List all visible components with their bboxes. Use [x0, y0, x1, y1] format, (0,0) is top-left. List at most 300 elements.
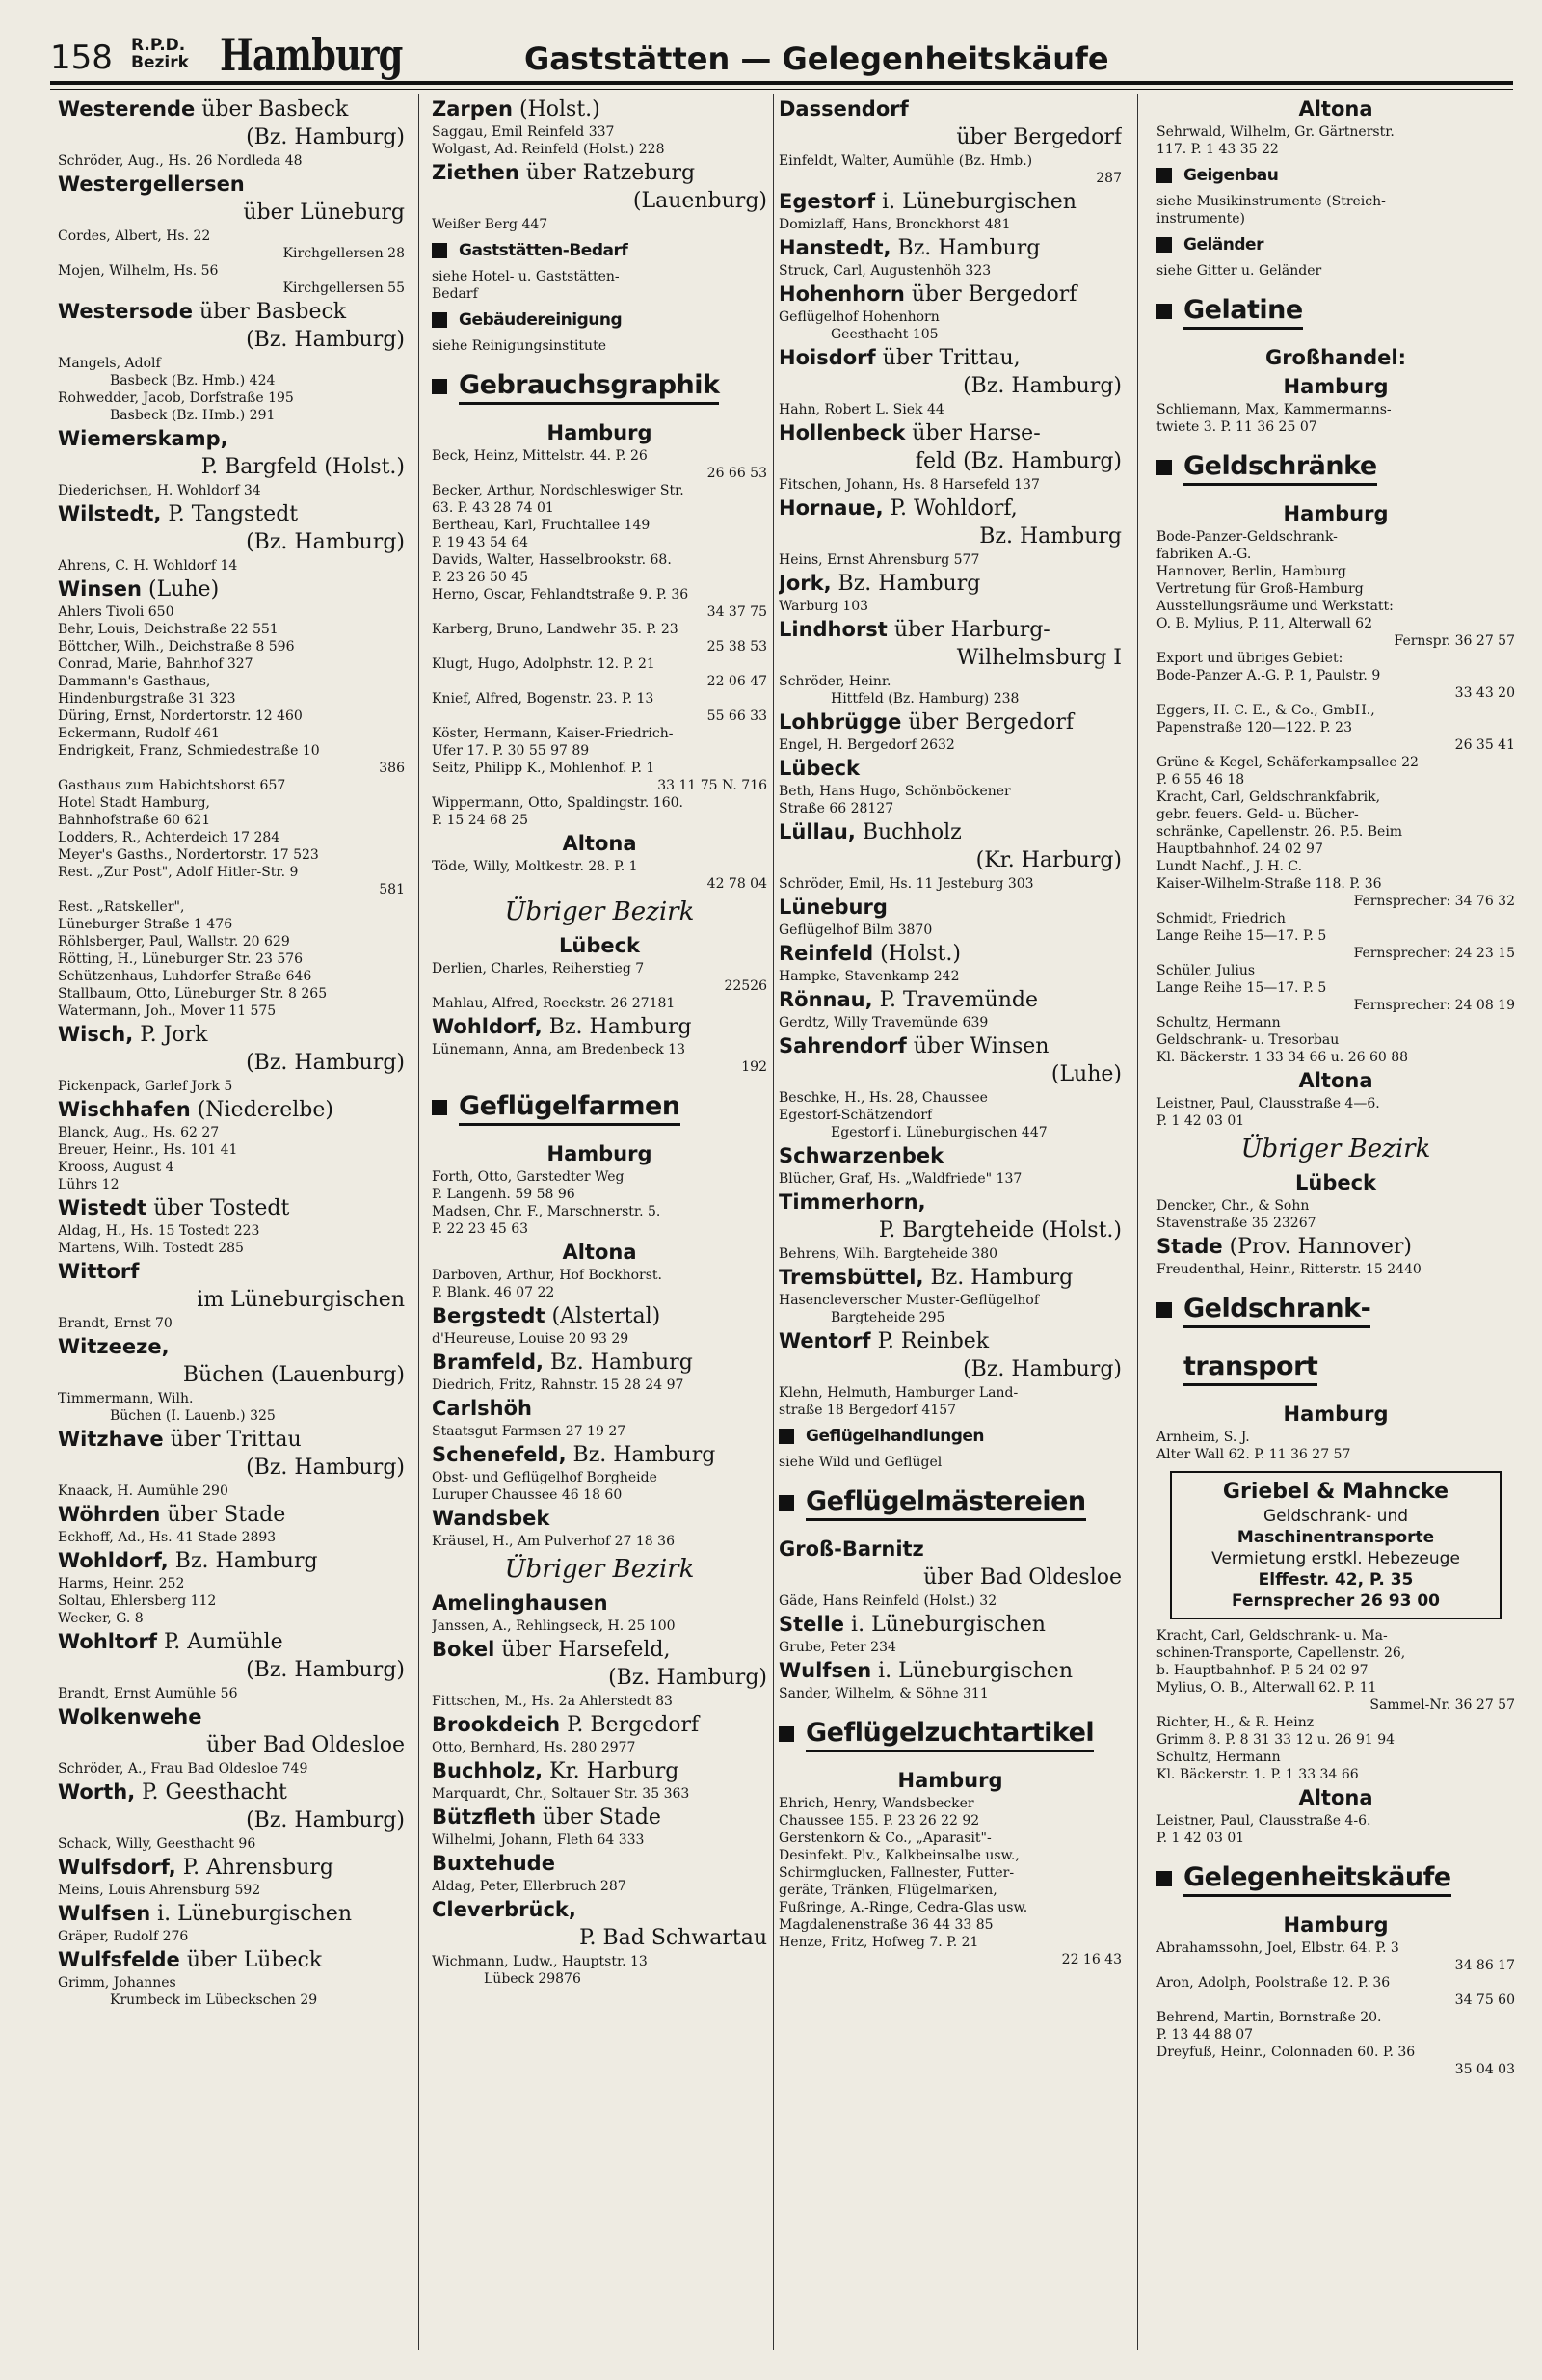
- column-divider: [418, 94, 419, 2350]
- listing-line: Eckermann, Rudolf 461: [58, 726, 220, 741]
- place-qualifier: P. Tangstedt: [168, 502, 299, 526]
- place-heading-continued: [58, 199, 405, 227]
- listing-line: d'Heureuse, Louise 20 93 29: [432, 1331, 629, 1347]
- listing-line: schränke, Capellenstr. 26. P.5. Beim: [1156, 824, 1403, 840]
- section-heading: [779, 1708, 1122, 1760]
- district-label-bottom: Bezirk: [131, 53, 189, 72]
- place-qualifier: über Bad Oldesloe: [206, 1733, 405, 1757]
- place-heading: [432, 1012, 767, 1041]
- listing-line: P. 23 26 50 45: [432, 570, 529, 585]
- place-qualifier: i. Lüneburgischen: [882, 190, 1077, 214]
- listing-line: Derlien, Charles, Reiherstieg 7: [432, 961, 645, 976]
- place-heading: [58, 1899, 405, 1928]
- listing-line: Beth, Hans Hugo, Schönböckener: [779, 784, 1011, 799]
- place-heading: [432, 1756, 767, 1785]
- place-heading-continued: [779, 372, 1122, 401]
- listing-line: 117. P. 1 43 35 22: [1156, 142, 1279, 157]
- listing-line: geräte, Tränken, Flügelmarken,: [779, 1883, 997, 1898]
- place-heading: [432, 1301, 767, 1330]
- place-name: Hanstedt,: [779, 236, 891, 259]
- place-name: Groß-Barnitz: [779, 1538, 924, 1561]
- place-qualifier: P. Ahrensburg: [182, 1856, 333, 1880]
- bullet-square-icon: [432, 312, 447, 328]
- place-name: Wohldorf,: [432, 1015, 543, 1038]
- section-title: Geflügelfarmen: [459, 1090, 680, 1126]
- listing-line: Fitschen, Johann, Hs. 8 Harsefeld 137: [779, 477, 1040, 493]
- listing-line: Meyer's Gasths., Nordertorstr. 17 523: [58, 847, 319, 863]
- listing-line: Lüneburger Straße 1 476: [58, 917, 233, 932]
- column-3: [779, 94, 1122, 2379]
- listing-line: Seitz, Philipp K., Mohlenhof. P. 1: [432, 761, 655, 776]
- listing-number: Fernsprecher: 34 76 32: [1353, 894, 1515, 909]
- place-name: Wulfsfelde: [58, 1948, 180, 1971]
- place-name: Brookdeich: [432, 1713, 561, 1736]
- section-heading: [432, 1082, 767, 1134]
- place-heading: [779, 1141, 1122, 1170]
- place-heading: [779, 1188, 1122, 1217]
- listing-line: Lünemann, Anna, am Bredenbeck 13: [432, 1042, 685, 1057]
- place-name: Buxtehude: [432, 1852, 555, 1875]
- place-heading-continued: [58, 1286, 405, 1315]
- place-qualifier: über Ratzeburg: [525, 161, 696, 185]
- listing-line: Karberg, Bruno, Landwehr 35. P. 23: [432, 622, 678, 637]
- place-name: Wilstedt,: [58, 502, 162, 525]
- listing-line: Geesthacht 105: [831, 327, 939, 342]
- listing-line: Eckhoff, Ad., Hs. 41 Stade 2893: [58, 1530, 277, 1545]
- listing-line: Papenstraße 120—122. P. 23: [1156, 720, 1352, 735]
- place-name: Timmerhorn,: [779, 1190, 926, 1214]
- place-heading: [58, 1945, 405, 1974]
- listing-line: Pickenpack, Garlef Jork 5: [58, 1079, 233, 1094]
- section-title: Gelatine: [1183, 294, 1303, 330]
- listing-line: Fittschen, M., Hs. 2a Ahlerstedt 83: [432, 1694, 673, 1709]
- listing-line: Ehrich, Henry, Wandsbecker: [779, 1796, 974, 1811]
- place-name: Bokel: [432, 1638, 495, 1661]
- listing-line: Breuer, Heinr., Hs. 101 41: [58, 1142, 238, 1158]
- listing-line: Davids, Walter, Hasselbrookstr. 68.: [432, 552, 672, 568]
- place-name: Westersode: [58, 300, 193, 323]
- listing-line: Dencker, Chr., & Sohn: [1156, 1198, 1310, 1214]
- listing-line: Lundt Nachf., J. H. C.: [1156, 859, 1303, 874]
- listing-number: 34 86 17: [1454, 1958, 1515, 1973]
- listing-line: Lührs 12: [58, 1177, 120, 1192]
- place-heading: [432, 1895, 767, 1924]
- listing-line: Basbeck (Bz. Hmb.) 291: [110, 408, 276, 423]
- listing-line: Hahn, Robert L. Siek 44: [779, 402, 944, 417]
- listing-line: Leistner, Paul, Clausstraße 4-6.: [1156, 1813, 1371, 1829]
- place-name: Lohbrügge: [779, 710, 902, 734]
- listing-line: Schröder, Emil, Hs. 11 Jesteburg 303: [779, 876, 1034, 892]
- listing-line: Blücher, Graf, Hs. „Waldfriede" 137: [779, 1171, 1023, 1187]
- district-label: [131, 37, 189, 71]
- listing-line: Klugt, Hugo, Adolphstr. 12. P. 21: [432, 656, 655, 672]
- place-name: Carlshöh: [432, 1397, 532, 1420]
- listing-line: Cordes, Albert, Hs. 22: [58, 228, 211, 244]
- place-qualifier: (Bz. Hamburg): [246, 1808, 405, 1832]
- place-qualifier: über Harsefeld,: [501, 1638, 671, 1662]
- place-qualifier: über Harburg-: [893, 618, 1050, 642]
- listing-number: 33 43 20: [1454, 685, 1515, 701]
- listing-line: Gasthaus zum Habichtshorst 657: [58, 778, 286, 793]
- listing-line: Klehn, Helmuth, Hamburger Land-: [779, 1385, 1019, 1401]
- city-heading: Lübeck: [558, 934, 641, 957]
- place-qualifier: über Harse-: [912, 421, 1041, 445]
- listing-line: Grimm 8. P. 8 31 33 12 u. 26 91 94: [1156, 1732, 1396, 1748]
- listing-line: Timmermann, Wilh.: [58, 1391, 194, 1406]
- section-heading: [432, 361, 767, 413]
- listing-line: Bertheau, Karl, Fruchtallee 149: [432, 518, 651, 533]
- place-heading-continued: [779, 846, 1122, 875]
- listing-number: Fernsprecher: 24 23 15: [1353, 946, 1515, 961]
- listing-number: Kirchgellersen 28: [282, 246, 405, 261]
- place-qualifier: über Stade: [543, 1805, 661, 1830]
- district-label-top: R.P.D.: [131, 36, 186, 55]
- listing-line: Böttcher, Wilh., Deichstraße 8 596: [58, 639, 295, 655]
- place-name: Bützfleth: [432, 1805, 537, 1829]
- listing-line: Dammann's Gasthaus,: [58, 674, 211, 689]
- city-heading: Lübeck: [1294, 1171, 1377, 1194]
- listing-line: siehe Reinigungsinstitute: [432, 338, 606, 354]
- section-heading: [779, 1477, 1122, 1529]
- place-name: Westerende: [58, 97, 196, 120]
- place-heading: [58, 1020, 405, 1049]
- place-qualifier: über Stade: [167, 1503, 286, 1527]
- place-qualifier: Büchen (Lauenburg): [182, 1363, 405, 1387]
- place-name: Bramfeld,: [432, 1350, 545, 1374]
- listing-line: Lange Reihe 15—17. P. 5: [1156, 928, 1327, 944]
- listing-number: Fernspr. 36 27 57: [1394, 633, 1515, 649]
- listing-line: Lodders, R., Achterdeich 17 284: [58, 830, 280, 845]
- listing-line: Hauptbahnhof. 24 02 97: [1156, 842, 1323, 857]
- city-heading: Altona: [1298, 97, 1373, 120]
- listing-line: Schröder, Heinr.: [779, 674, 891, 689]
- listing-line: siehe Wild und Geflügel: [779, 1455, 943, 1470]
- listing-line: Ufer 17. P. 30 55 97 89: [432, 743, 590, 759]
- listing-line: instrumente): [1156, 211, 1245, 227]
- listing-line: Rohwedder, Jacob, Dorfstraße 195: [58, 390, 294, 406]
- place-name: Amelinghausen: [432, 1591, 608, 1615]
- place-qualifier: P. Jork: [140, 1023, 208, 1047]
- place-qualifier: (Holst.): [880, 942, 961, 966]
- place-heading-continued: [58, 453, 405, 482]
- listing-line: Magdalenenstraße 36 44 33 85: [779, 1917, 994, 1933]
- listing-line: Eggers, H. C. E., & Co., GmbH.,: [1156, 703, 1375, 718]
- listing-line: Brandt, Ernst 70: [58, 1316, 173, 1331]
- place-qualifier: über Bergedorf: [911, 282, 1077, 307]
- place-name: Wohldorf,: [58, 1549, 169, 1572]
- section-title: Geigenbau: [1183, 166, 1279, 185]
- place-qualifier: (Holst.): [518, 97, 600, 121]
- place-heading-continued: [779, 447, 1122, 476]
- listing-line: Krumbeck im Lübeckschen 29: [110, 1992, 318, 2008]
- city-heading: Hamburg: [1283, 375, 1389, 398]
- place-heading: [58, 1500, 405, 1529]
- place-name: Wohltorf: [58, 1630, 157, 1653]
- section-title: Geländer: [1183, 235, 1263, 254]
- place-qualifier: Bz. Hamburg: [550, 1350, 693, 1375]
- city-heading: Hamburg: [546, 1142, 652, 1165]
- place-qualifier: P. Aumühle: [163, 1630, 283, 1654]
- listing-line: Rest. „Ratskeller",: [58, 899, 185, 915]
- listing-line: P. 22 23 45 63: [432, 1221, 529, 1237]
- place-heading: [432, 1635, 767, 1664]
- place-heading: [779, 754, 1122, 783]
- section-heading: [1156, 441, 1515, 494]
- place-heading: [58, 1627, 405, 1656]
- listing-line: Schack, Willy, Geesthacht 96: [58, 1836, 256, 1852]
- listing-line: siehe Musikinstrumente (Streich-: [1156, 194, 1386, 209]
- place-heading: [432, 1504, 767, 1533]
- place-heading: [779, 187, 1122, 216]
- ad-address: Elffestr. 42, P. 35: [1258, 1570, 1414, 1590]
- listing-line: Schröder, Aug., Hs. 26 Nordleda 48: [58, 153, 303, 169]
- place-heading: [779, 1610, 1122, 1639]
- place-name: Sahrendorf: [779, 1034, 907, 1057]
- place-name: Worth,: [58, 1780, 136, 1804]
- place-name: Lübeck: [779, 757, 861, 780]
- place-heading: [432, 1589, 767, 1618]
- listing-number: 22 06 47: [706, 674, 767, 689]
- listing-line: Schliemann, Max, Kammermanns-: [1156, 402, 1392, 417]
- place-heading-continued: [58, 1049, 405, 1078]
- subsection-heading: [1156, 162, 1515, 189]
- listing-line: Töde, Willy, Moltkestr. 28. P. 1: [432, 859, 638, 874]
- place-heading: [779, 939, 1122, 968]
- column-4: [1156, 94, 1515, 2379]
- place-heading: [58, 1257, 405, 1286]
- place-heading: [432, 158, 767, 187]
- listing-line: Wecker, G. 8: [58, 1611, 144, 1626]
- section-title: Gebäudereinigung: [459, 310, 623, 330]
- place-name: Tremsbüttel,: [779, 1266, 924, 1289]
- listing-line: Grube, Peter 234: [779, 1640, 896, 1655]
- listing-line: straße 18 Bergedorf 4157: [779, 1403, 957, 1418]
- bullet-square-icon: [432, 1100, 447, 1115]
- listing-line: Soltau, Ehlersberg 112: [58, 1593, 217, 1609]
- listing-line: Lange Reihe 15—17. P. 5: [1156, 980, 1327, 996]
- listing-line: Hindenburgstraße 31 323: [58, 691, 236, 707]
- section-heading: [1156, 285, 1515, 337]
- listing-line: Egestorf i. Lüneburgischen 447: [831, 1125, 1048, 1140]
- place-heading-continued: [432, 187, 767, 216]
- place-heading: [779, 817, 1122, 846]
- listing-number: 22526: [724, 978, 767, 994]
- bullet-square-icon: [1156, 168, 1172, 183]
- section-title: Geldschränke: [1183, 450, 1377, 486]
- city-heading: Altona: [562, 832, 637, 855]
- region-heading: Übriger Bezirk: [1240, 1135, 1431, 1163]
- region-heading: Übriger Bezirk: [504, 897, 695, 926]
- listing-line: Knief, Alfred, Bogenstr. 23. P. 13: [432, 691, 654, 707]
- listing-line: b. Hauptbahnhof. P. 5 24 02 97: [1156, 1663, 1369, 1678]
- listing-line: Desinfekt. Plv., Kalkbeinsalbe usw.,: [779, 1848, 1020, 1863]
- section-heading: [1156, 1284, 1515, 1336]
- city-heading: Hamburg: [897, 1769, 1003, 1792]
- listing-line: Kl. Bäckerstr. 1 33 34 66 u. 26 60 88: [1156, 1050, 1409, 1065]
- place-heading: [779, 1326, 1122, 1355]
- listing-line: Weißer Berg 447: [432, 217, 548, 232]
- place-heading-continued: [58, 1656, 405, 1685]
- section-title: Geldschrank-: [1183, 1293, 1370, 1328]
- section-title: Geflügelmästereien: [806, 1485, 1086, 1521]
- place-name: Wittorf: [58, 1260, 140, 1283]
- listing-line: P. 6 55 46 18: [1156, 772, 1245, 788]
- column-divider: [773, 94, 774, 2350]
- place-qualifier: Buchholz: [862, 820, 962, 844]
- place-heading-continued: [58, 1731, 405, 1760]
- city-heading: Hamburg: [1283, 1403, 1389, 1426]
- place-heading: [779, 343, 1122, 372]
- place-name: Lüllau,: [779, 820, 856, 843]
- place-name: Stelle: [779, 1613, 845, 1636]
- listing-line: P. 1 42 03 01: [1156, 1831, 1245, 1846]
- listing-line: Schmidt, Friedrich: [1156, 911, 1286, 926]
- place-heading-continued: [779, 522, 1122, 551]
- place-heading-continued: [779, 1355, 1122, 1384]
- place-qualifier: (Bz. Hamburg): [246, 1658, 405, 1682]
- place-heading-continued: [58, 326, 405, 355]
- listing-line: Abrahamssohn, Joel, Elbstr. 64. P. 3: [1156, 1940, 1399, 1956]
- listing-line: Stallbaum, Otto, Lüneburger Str. 8 265: [58, 986, 328, 1002]
- city-heading: Hamburg: [1283, 502, 1389, 525]
- place-heading: [58, 170, 405, 199]
- place-heading: [58, 297, 405, 326]
- listing-line: Wilhelmi, Johann, Fleth 64 333: [432, 1832, 645, 1848]
- listing-line: Ahlers Tivoli 650: [58, 604, 174, 620]
- listing-line: Forth, Otto, Garstedter Weg: [432, 1169, 625, 1185]
- place-heading: [779, 418, 1122, 447]
- place-heading-continued: [779, 123, 1122, 152]
- listing-line: Janssen, A., Rehlingseck, H. 25 100: [432, 1618, 676, 1634]
- bullet-square-icon: [779, 1429, 794, 1444]
- place-name: Schwarzenbek: [779, 1144, 944, 1167]
- listing-line: Schultz, Hermann: [1156, 1750, 1281, 1765]
- place-heading: [779, 280, 1122, 308]
- listing-line: Krooss, August 4: [58, 1160, 174, 1175]
- listing-line: Richter, H., & R. Heinz: [1156, 1715, 1315, 1730]
- listing-line: Hittfeld (Bz. Hamburg) 238: [831, 691, 1020, 707]
- place-qualifier: (Bz. Hamburg): [246, 530, 405, 554]
- listing-line: Sehrwald, Wilhelm, Gr. Gärtnerstr.: [1156, 124, 1395, 140]
- listing-number: 34 75 60: [1454, 1992, 1515, 2008]
- listing-line: Schultz, Hermann: [1156, 1015, 1281, 1030]
- place-heading: [58, 424, 405, 453]
- place-qualifier: P. Travemünde: [879, 988, 1038, 1012]
- bullet-square-icon: [1156, 237, 1172, 253]
- listing-line: Chaussee 155. P. 23 26 22 92: [779, 1813, 980, 1829]
- listing-line: Aldag, Peter, Ellerbruch 287: [432, 1879, 626, 1894]
- listing-line: Luruper Chaussee 46 18 60: [432, 1487, 623, 1503]
- listing-line: Geflügelhof Hohenhorn: [779, 309, 940, 325]
- listing-line: Gerdtz, Willy Travemünde 639: [779, 1015, 989, 1030]
- place-heading-continued: [779, 1217, 1122, 1245]
- listing-line: Diedrich, Fritz, Rahnstr. 15 28 24 97: [432, 1377, 684, 1393]
- place-heading: [779, 1656, 1122, 1685]
- bullet-square-icon: [779, 1726, 794, 1742]
- place-qualifier: über Trittau,: [882, 346, 1021, 370]
- place-name: Egestorf: [779, 190, 876, 213]
- listing-line: Geflügelhof Bilm 3870: [779, 923, 933, 938]
- listing-line: Vertretung für Groß-Hamburg: [1156, 581, 1364, 597]
- listing-line: Düring, Ernst, Nordertorstr. 12 460: [58, 709, 303, 724]
- listing-number: 34 37 75: [706, 604, 767, 620]
- listing-line: Wolgast, Ad. Reinfeld (Holst.) 228: [432, 142, 665, 157]
- section-title: Gebrauchsgraphik: [459, 369, 719, 405]
- listing-line: Domizlaff, Hans, Bronckhorst 481: [779, 217, 1011, 232]
- section-heading: [1156, 1342, 1515, 1394]
- listing-line: Saggau, Emil Reinfeld 337: [432, 124, 615, 140]
- place-qualifier: über Winsen: [913, 1034, 1050, 1058]
- place-qualifier: über Bergedorf: [908, 710, 1074, 735]
- city-heading: Hamburg: [546, 421, 652, 444]
- place-heading: [779, 893, 1122, 922]
- place-qualifier: P. Bargfeld (Holst.): [200, 455, 405, 479]
- listing-number: 26 66 53: [706, 466, 767, 481]
- listing-line: Beschke, H., Hs. 28, Chaussee: [779, 1090, 988, 1106]
- subsection-heading: [779, 1423, 1122, 1450]
- listing-line: Kaiser-Wilhelm-Straße 118. P. 36: [1156, 876, 1382, 892]
- ad-company: Griebel & Mahncke: [1222, 1480, 1449, 1504]
- listing-line: Conrad, Marie, Bahnhof 327: [58, 656, 253, 672]
- city-heading: Hamburg: [1283, 1913, 1389, 1937]
- place-heading: [58, 1778, 405, 1806]
- place-qualifier: (Bz. Hamburg): [963, 1357, 1122, 1381]
- place-heading: [779, 1535, 1122, 1564]
- place-heading: [58, 1853, 405, 1882]
- listing-number: Fernsprecher: 24 08 19: [1353, 998, 1515, 1013]
- bullet-square-icon: [432, 379, 447, 394]
- place-name: Reinfeld: [779, 942, 874, 965]
- listing-line: Schüler, Julius: [1156, 963, 1256, 978]
- place-heading: [432, 1394, 767, 1423]
- place-name: Wandsbek: [432, 1507, 550, 1530]
- place-qualifier: Bz. Hamburg: [572, 1443, 716, 1467]
- place-name: Lindhorst: [779, 618, 888, 641]
- place-qualifier: i. Lüneburgischen: [851, 1613, 1046, 1637]
- ad-line: Vermietung erstkl. Hebezeuge: [1211, 1549, 1460, 1568]
- section-title: Geflügelhandlungen: [806, 1427, 985, 1446]
- listing-line: Blanck, Aug., Hs. 62 27: [58, 1125, 220, 1140]
- listing-line: O. B. Mylius, P. 11, Alterwall 62: [1156, 616, 1372, 631]
- place-qualifier: Bz. Hamburg: [897, 236, 1041, 260]
- place-qualifier: über Basbeck: [199, 300, 347, 324]
- place-name: Hohenhorn: [779, 282, 905, 306]
- ad-line: Maschinentransporte: [1236, 1528, 1435, 1547]
- listing-line: Rötting, H., Lüneburger Str. 23 576: [58, 951, 304, 967]
- listing-line: Bedarf: [432, 286, 478, 302]
- place-name: Wisch,: [58, 1023, 134, 1046]
- place-name: Stade: [1156, 1235, 1223, 1258]
- listing-line: Engel, H. Bergedorf 2632: [779, 737, 955, 753]
- listing-line: Bahnhofstraße 60 621: [58, 813, 211, 828]
- listing-line: Meins, Louis Ahrensburg 592: [58, 1883, 261, 1898]
- place-heading-continued: [58, 123, 405, 152]
- place-heading: [1156, 1232, 1515, 1261]
- listing-number: 26 35 41: [1454, 737, 1515, 753]
- listing-line: Herno, Oscar, Fehlandtstraße 9. P. 36: [432, 587, 689, 602]
- place-name: Wulfsdorf,: [58, 1856, 176, 1879]
- place-heading-continued: [432, 1924, 767, 1953]
- place-heading-continued: [779, 1564, 1122, 1592]
- advertisement-box: [1170, 1471, 1502, 1619]
- place-name: Witzeeze,: [58, 1335, 170, 1358]
- listing-line: 63. P. 43 28 74 01: [432, 500, 554, 516]
- place-qualifier: (Luhe): [1050, 1062, 1122, 1086]
- listing-line: P. 19 43 54 64: [432, 535, 529, 550]
- place-name: Wulfsen: [779, 1659, 872, 1682]
- listing-line: Brandt, Ernst Aumühle 56: [58, 1686, 238, 1701]
- listing-line: P. Blank. 46 07 22: [432, 1285, 555, 1300]
